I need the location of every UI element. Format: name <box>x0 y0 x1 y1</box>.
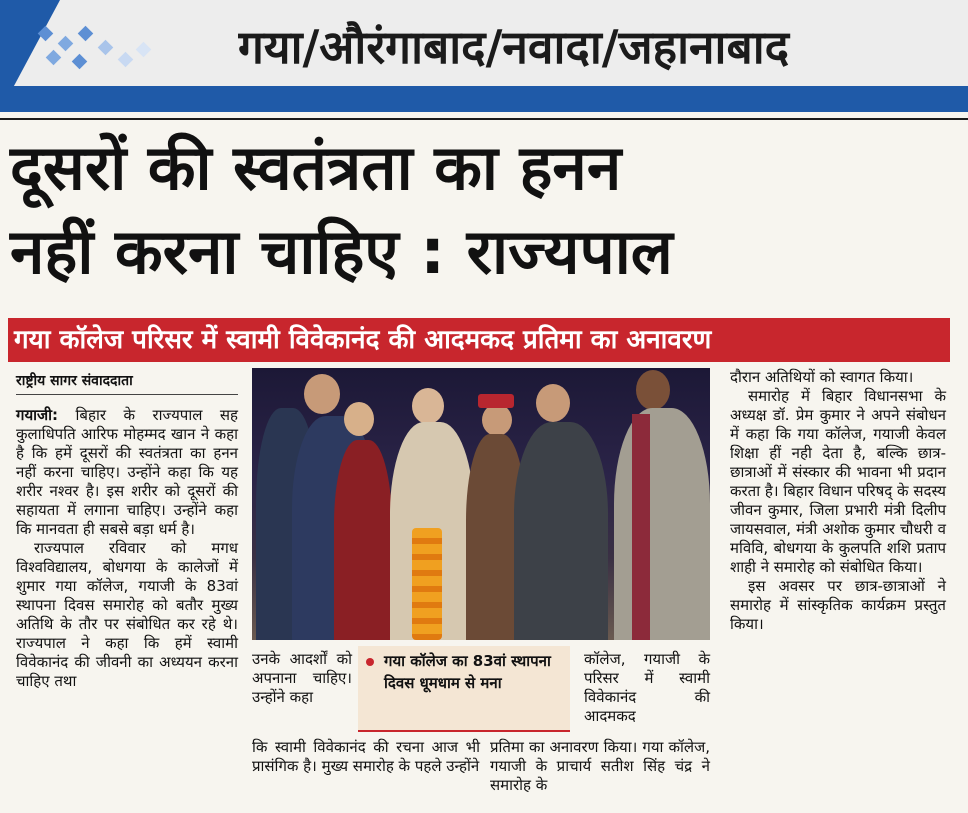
article-column-3-bottom: प्रतिमा का अनावरण किया। गया कॉलेज, गयाजी के प्राचार्य सतीश सिंह चंद्र ने समारोह के <box>490 738 710 794</box>
paragraph: राज्यपाल रविवार को मगध विश्वविद्यालय, बोधगया के कालेजों में शुमार गया कॉलेज, गयाजी के 83वां स्थापना दिवस समारोह को बतौर मुख्य अतिथि के तौर पर संबोधित कर रहे थे। राज्यपाल ने कहा कि हमें स्वामी विवेकानंद की जीवनी का अध्ययन करना चाहिए तथा <box>16 539 238 690</box>
dateline: गयाजी: <box>16 406 59 424</box>
headline-line-2: नहीं करना चाहिए : राज्यपाल <box>10 215 673 288</box>
paragraph: समारोह में बिहार विधानसभा के अध्यक्ष डॉ. प्रेम कुमार ने अपने संबोधन में कहा कि गया कॉलेज, गयाजी केवल शिक्षा हीं नही देता है, बल्कि छात्र-छात्राओं में संस्कार की भावना भी प्रदान करता है। बिहार विधान परिषद् के सदस्य जीवन कुमार, जिला प्रभारी मंत्री दिलीप जायसवाल, मंत्री अशोक कुमार चौधरी व मविवि, बोधगया के कुलपति शशि प्रताप शाही ने समारोह को संबोधित किया। <box>730 387 946 576</box>
paragraph: इस अवसर पर छात्र-छात्राओं ने समारोह में सांस्कृतिक कार्यक्रम प्रस्तुत किया। <box>730 577 946 633</box>
article-byline: राष्ट्रीय सागर संवाददाता <box>16 370 238 395</box>
header-logo-icon <box>34 22 164 82</box>
article-column-2-top: उनके आदर्शों को अपनाना चाहिए। उन्होंने कहा <box>252 650 352 706</box>
article-column-4 <box>730 368 946 634</box>
event-photo <box>252 368 710 640</box>
article-headline <box>10 126 960 294</box>
paragraph: दौरान अतिथियों को स्वागत किया। <box>730 368 914 386</box>
header-rule <box>0 118 968 120</box>
paragraph <box>16 406 238 539</box>
paragraph-text: बिहार के राज्यपाल सह कुलाधिपति आरिफ मोहम्मद खान ने कहा है कि हमें दूसरों की स्वतंत्रता का हनन नहीं करना चाहिए। उन्होंने कहा कि यह शरीर नश्वर है। इस शरीर को दूसरों की सहायता में लगाना चाहिए। उन्होंने कहा कि मानवता ही सबसे बड़ा धर्म है। <box>16 406 238 538</box>
article-column-2-bottom: कि स्वामी विवेकानंद की रचना आज भी प्रासंगिक है। मुख्य समारोह के पहले उन्होंने <box>252 738 480 775</box>
article-subheadline: गया कॉलेज परिसर में स्वामी विवेकानंद की आदमकद प्रतिमा का अनावरण <box>8 318 950 362</box>
headline-line-1: दूसरों की स्वतंत्रता का हनन <box>10 131 622 204</box>
article-column-1 <box>16 406 238 691</box>
section-header-stripe <box>0 86 968 112</box>
section-title: गया/औरंगाबाद/नवादा/जहानाबाद <box>238 20 790 74</box>
bullet-dot-icon <box>366 658 374 666</box>
ceremonial-lamp-icon <box>412 528 442 640</box>
pull-quote: गया कॉलेज का 83वां स्थापना दिवस धूमधाम से मना <box>384 652 551 692</box>
article-column-3-top: कॉलेज, गयाजी के परिसर में स्वामी विवेकानंद की आदमकद <box>584 650 710 725</box>
